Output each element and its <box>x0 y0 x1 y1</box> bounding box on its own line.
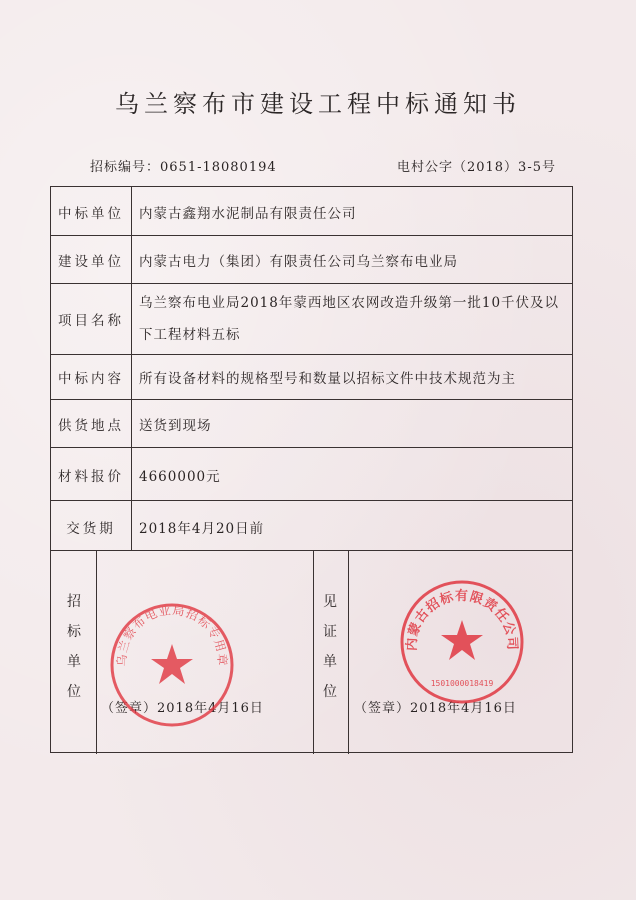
witness-unit-seal <box>398 578 526 706</box>
column-divider <box>131 187 132 550</box>
label-delivery-date: 交货期 <box>66 521 116 537</box>
bid-number: 招标编号：0651-18080194 <box>90 160 277 175</box>
value-material-price: 4660000元 <box>139 469 221 485</box>
tendering-unit-label: 招 标 单 位 <box>67 594 81 700</box>
document-title: 乌兰察布市建设工程中标通知书 <box>115 90 521 118</box>
left-seal-text: 乌兰察布电业局招标专用章 <box>114 603 230 667</box>
row-divider <box>51 283 572 284</box>
label-project-name: 项目名称 <box>58 313 124 329</box>
document-number: 电村公字（2018）3-5号 <box>396 160 556 175</box>
right-seal-text: 内蒙古招标有限责任公司 <box>404 589 520 652</box>
row-divider <box>51 500 572 501</box>
value-project-name: 乌兰察布电业局2018年蒙西地区农网改造升级第一批10千伏及以下工程材料五标 <box>139 295 560 343</box>
tendering-unit-seal <box>107 600 237 730</box>
label-delivery-place: 供货地点 <box>58 418 124 434</box>
witness-unit-sign-date: （签章）2018年4月16日 <box>354 701 517 716</box>
right-seal-number: 1501000018419 <box>430 679 494 688</box>
label-award-content: 中标内容 <box>58 371 124 387</box>
column-divider <box>96 550 97 754</box>
label-winning-unit: 中标单位 <box>58 206 124 222</box>
value-construction-unit: 内蒙古电力（集团）有限责任公司乌兰察布电业局 <box>139 254 458 270</box>
value-award-content: 所有设备材料的规格型号和数量以招标文件中技术规范为主 <box>139 371 516 387</box>
column-divider <box>348 550 349 754</box>
row-divider <box>51 550 572 551</box>
value-winning-unit: 内蒙古鑫翔水泥制品有限责任公司 <box>139 206 357 222</box>
value-delivery-place: 送货到现场 <box>139 418 212 434</box>
row-divider <box>51 354 572 355</box>
row-divider <box>51 399 572 400</box>
value-delivery-date: 2018年4月20日前 <box>139 521 265 537</box>
tendering-unit-sign-date: （签章）2018年4月16日 <box>101 701 264 716</box>
witness-unit-label: 见 证 单 位 <box>323 594 337 700</box>
row-divider <box>51 235 572 236</box>
row-divider <box>51 447 572 448</box>
label-material-price: 材料报价 <box>58 469 124 485</box>
label-construction-unit: 建设单位 <box>58 254 124 270</box>
column-divider <box>313 550 314 754</box>
